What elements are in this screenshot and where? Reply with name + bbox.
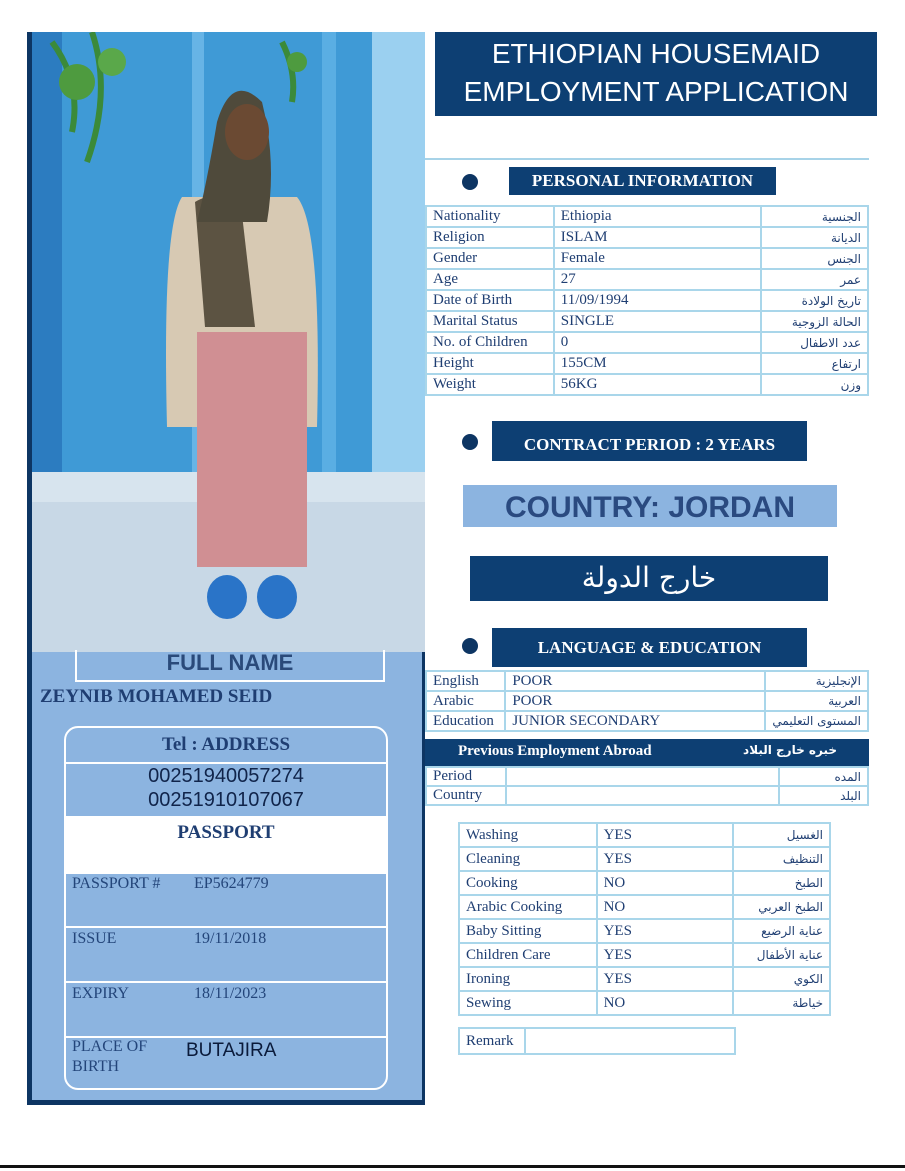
personal-info-row [426,227,868,248]
personal-info-row [426,353,868,374]
personal-info-row-label: No. of Children [426,332,554,353]
personal-info-row-value: 0 [554,332,762,353]
tel-address-label: Tel : ADDRESS [161,734,291,755]
full-name-label: FULL NAME [75,650,385,682]
personal-info-table [425,205,869,396]
language-row-label: Arabic [426,691,505,711]
previous-employment-table [425,766,869,806]
title-line-2: EMPLOYMENT APPLICATION [463,76,849,107]
skill-row-value: YES [597,943,734,967]
skill-row-arabic: عناية الرضيع [733,919,830,943]
skill-row-value: NO [597,895,734,919]
previous-employment-row [426,767,868,786]
skill-row-arabic: خياطة [733,991,830,1015]
personal-info-row-value: ISLAM [554,227,762,248]
language-row-arabic: الإنجليزية [765,671,868,691]
skill-row [459,823,830,847]
skill-row-label: Washing [459,823,597,847]
language-row-value: JUNIOR SECONDARY [505,711,765,731]
contact-passport-card [64,726,388,1090]
previous-employment-heading [425,739,869,768]
skill-row [459,943,830,967]
issue-label: ISSUE [72,930,117,947]
personal-info-row-arabic: وزن [761,374,868,395]
skill-row [459,919,830,943]
previous-employment-title: Previous Employment Abroad [458,743,652,759]
tel-row [66,728,386,764]
expiry-row [66,981,386,1038]
skill-row-value: YES [597,967,734,991]
personal-info-row-value: 27 [554,269,762,290]
remark-table [458,1027,736,1055]
personal-info-row-label: Date of Birth [426,290,554,311]
personal-info-row-arabic: الديانة [761,227,868,248]
previous-employment-row-value [506,786,779,805]
previous-employment-row-arabic: البلد [779,786,868,805]
previous-employment-title-ar: خبره خارج البلاد [743,743,837,757]
skill-row-label: Sewing [459,991,597,1015]
phone-number-1: 00251940057274 [148,765,304,787]
skill-row [459,895,830,919]
personal-info-row [426,248,868,269]
skill-row-arabic: الغسيل [733,823,830,847]
previous-employment-row [426,786,868,805]
personal-info-row-arabic: الجنس [761,248,868,269]
place-of-birth-row [66,1036,386,1090]
skill-row [459,871,830,895]
skill-row [459,847,830,871]
language-row [426,691,868,711]
skill-row [459,967,830,991]
page-title [435,32,877,116]
skill-row [459,991,830,1015]
skill-row-value: NO [597,991,734,1015]
skill-row-label: Cooking [459,871,597,895]
passport-heading-row [66,816,386,874]
issue-row [66,926,386,983]
skill-row-value: YES [597,919,734,943]
language-row-label: English [426,671,505,691]
full-name-value: ZEYNIB MOHAMED SEID [40,686,273,707]
skill-row-value: YES [597,847,734,871]
personal-info-row-label: Age [426,269,554,290]
country-label: COUNTRY: JORDAN [463,485,837,527]
remark-row [459,1028,735,1054]
skill-row-label: Children Care [459,943,597,967]
language-table [425,670,869,732]
place-of-birth-label-line2: BIRTH [72,1058,120,1075]
language-row-arabic: العربية [765,691,868,711]
previous-employment-row-value [506,767,779,786]
personal-info-row-label: Height [426,353,554,374]
place-of-birth-label [72,1037,147,1077]
personal-info-row-value: SINGLE [554,311,762,332]
personal-info-row-arabic: الجنسية [761,206,868,227]
skill-row-arabic: الطبخ العربي [733,895,830,919]
skill-row-label: Ironing [459,967,597,991]
language-row-arabic: المستوى التعليمي [765,711,868,731]
skills-table [458,822,831,1016]
personal-info-row-arabic: عمر [761,269,868,290]
personal-info-row-label: Religion [426,227,554,248]
title-line-1: ETHIOPIAN HOUSEMAID [491,38,821,69]
language-row-label: Education [426,711,505,731]
language-row-value: POOR [505,671,765,691]
contract-period: CONTRACT PERIOD : 2 YEARS [492,421,807,461]
bullet-icon [462,638,478,654]
country-arabic-label: خارج الدولة [470,556,828,601]
personal-info-row-arabic: ارتفاع [761,353,868,374]
passport-number-label: PASSPORT # [72,875,161,892]
skill-row-arabic: الكوي [733,967,830,991]
footer-rule [0,1165,905,1168]
expiry-label: EXPIRY [72,985,129,1002]
language-row-value: POOR [505,691,765,711]
personal-info-row-arabic: عدد الاطفال [761,332,868,353]
previous-employment-row-label: Period [426,767,506,786]
applicant-photo [32,32,425,652]
skill-row-label: Arabic Cooking [459,895,597,919]
divider [425,158,869,160]
personal-info-row-label: Weight [426,374,554,395]
skill-row-arabic: عناية الأطفال [733,943,830,967]
personal-info-row-arabic: تاريخ الولادة [761,290,868,311]
personal-info-row-value: Female [554,248,762,269]
issue-value: 19/11/2018 [194,930,267,947]
language-row [426,711,868,731]
previous-employment-row-arabic: المده [779,767,868,786]
personal-info-row [426,374,868,395]
skill-row-label: Baby Sitting [459,919,597,943]
personal-info-row-value: 155CM [554,353,762,374]
passport-heading: PASSPORT [177,822,275,843]
personal-info-row-label: Marital Status [426,311,554,332]
personal-info-row-label: Gender [426,248,554,269]
bullet-icon [462,174,478,190]
place-of-birth-value: BUTAJIRA [186,1040,277,1061]
skill-row-label: Cleaning [459,847,597,871]
skill-row-arabic: التنظيف [733,847,830,871]
personal-info-row-arabic: الحالة الزوجية [761,311,868,332]
passport-number-row [66,872,386,928]
bullet-icon [462,434,478,450]
personal-info-row-label: Nationality [426,206,554,227]
expiry-value: 18/11/2023 [194,985,267,1002]
personal-info-row-value: 56KG [554,374,762,395]
skill-row-value: NO [597,871,734,895]
personal-info-row [426,311,868,332]
skill-row-arabic: الطبخ [733,871,830,895]
personal-info-row [426,269,868,290]
personal-info-row-value: 11/09/1994 [554,290,762,311]
personal-info-row-value: Ethiopia [554,206,762,227]
phones-row [66,762,386,820]
passport-number-value: EP5624779 [194,875,269,892]
personal-info-row [426,290,868,311]
language-row [426,671,868,691]
language-education-heading: LANGUAGE & EDUCATION [492,628,807,667]
personal-info-row [426,206,868,227]
previous-employment-row-label: Country [426,786,506,805]
remark-value [525,1028,735,1054]
phone-number-2: 00251910107067 [148,789,304,811]
skill-row-value: YES [597,823,734,847]
personal-info-row [426,332,868,353]
place-of-birth-label-line1: PLACE OF [72,1038,148,1055]
personal-info-heading: PERSONAL INFORMATION [509,167,776,195]
remark-label: Remark [459,1028,525,1054]
